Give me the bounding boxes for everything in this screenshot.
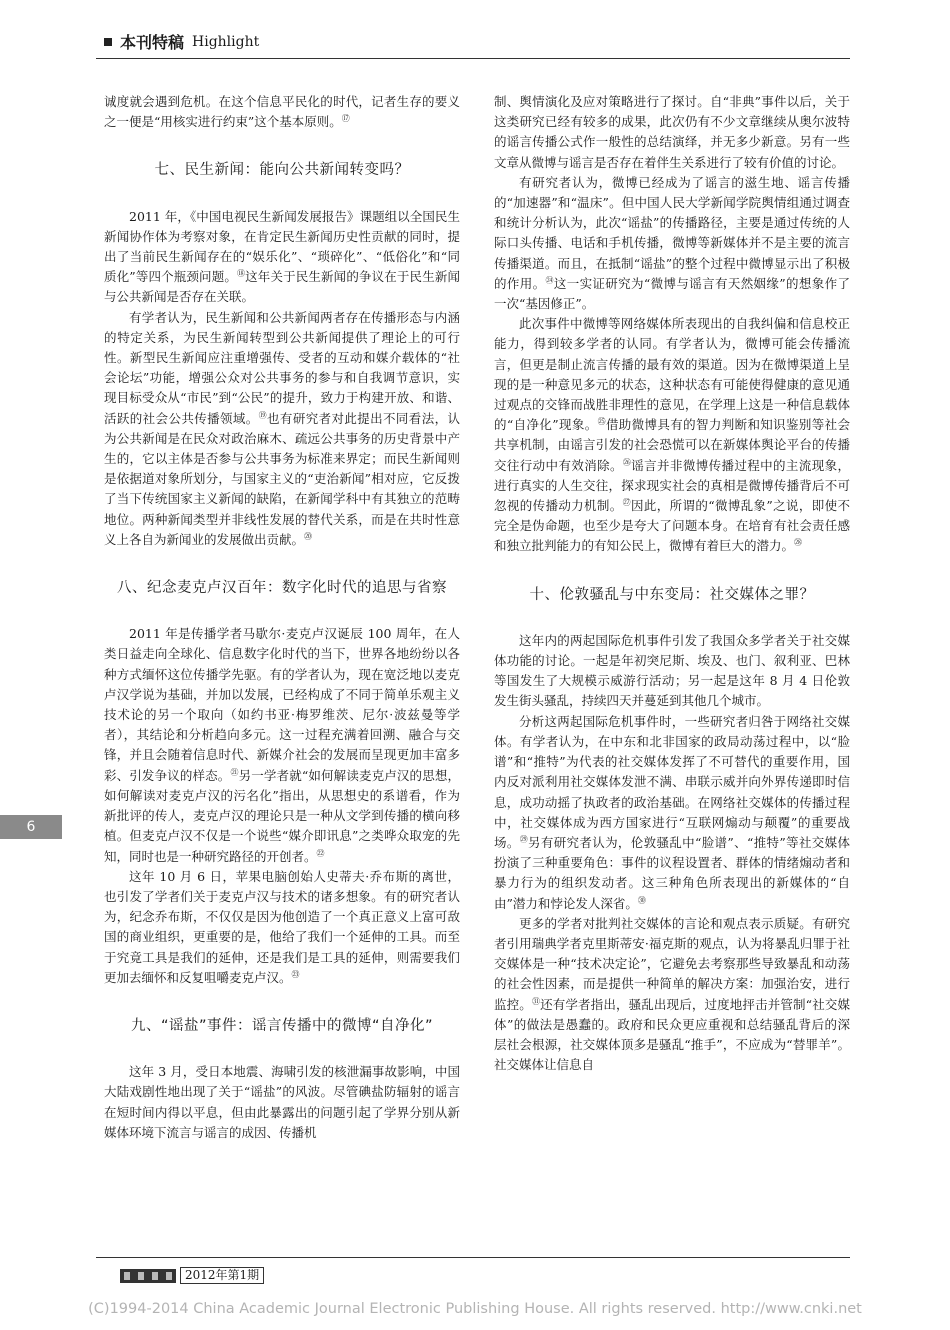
section-heading: 七、民生新闻：能向公共新闻转变吗？ — [154, 162, 410, 179]
page-footer — [120, 1267, 264, 1284]
issue-label: 2012年第1期 — [180, 1267, 264, 1284]
section-heading: 八、纪念麦克卢汉百年：数字化时代的追思与省察 — [117, 580, 447, 597]
column-subtitle: Highlight — [192, 33, 260, 50]
paragraph: 2011 年，《中国电视民生新闻发展报告》课题组以全国民生新闻协作体为考察对象，在肯定民生新闻历史性贡献的同时，提出了当前民生新闻存在的“娱乐化”、“琐碎化”、“低俗化”和“同质化”等四个瓶颈问题。⑱这年关于民生新闻的争议在于民生新闻与公共新闻是否存在关联。 — [104, 208, 460, 305]
column-title: 本刊特稿 — [120, 33, 185, 52]
paragraph: 有学者认为，民生新闻和公共新闻两者存在传播形态与内涵的特定关系，为民生新闻转型到公共新闻提供了理论上的可行性。新型民生新闻应注重增强传、受者的互动和媒介载体的“社会论坛”功能，增强公众对公共事务的参与和自我调节意识，实现目标受众从“市民”到“公民”的提升，致力于构建开放、和谐、活跃的社会公共传播领域。⑲也有研究者对此提出不同看法，认为公共新闻是在民众对政治麻木、疏远公共事务的历史背景中产生的，它以主体是否参与公共事务为标准来界定；而民生新闻则是依据道对象所划分，与国家主义的“吏治新闻”相对应，它反拨了当下传统国家主义新闻的缺陷，在新闻学科中有其独立的范畴地位。两种新闻类型并非线性发展的替代关系，而是在共时性意义上各自为新闻业的发展做出贡献。⑳ — [104, 309, 460, 547]
paragraph: 这年 10 月 6 日，苹果电脑创始人史蒂夫·乔布斯的离世，也引发了学者们关于麦克卢汉与技术的诸多想象。有的研究者认为，纪念乔布斯，不仅仅是因为他创造了一个真正意义上富可敌国的商业组织，更重要的是，他给了我们一个延伸的工具。而至于究竟工具是我们的延伸，还是我们是工具的延伸，则需要我们更加去缅怀和反复咀嚼麦克卢汉。$^㉓$ — [104, 868, 460, 985]
paragraph: 这年内的两起国际危机事件引发了我国众多学者关于社交媒体功能的讨论。一起是年初突尼斯、埃及、也门、叙利亚、巴林等国发生了大规模示威游行活动；另一起是这年 8 月 4 日伦敦发生街头骚乱，持续四天并蔓延到其他几个城市。 — [494, 632, 850, 709]
paragraph: 这年 3 月，受日本地震、海啸引发的核泄漏事故影响，中国大陆戏剧性地出现了关于“谣盐”的风波。尽管碘盐防辐射的谣言在短时间内得以平息，但由此暴露出的问题引起了学界分别从新媒体环境下流言与谣言的成因、传播机 — [104, 1064, 460, 1140]
paragraph: 诚度就会遇到危机。在这个信息平民化的时代，记者生存的要义之一便是“用核实进行约束”这个基本原则。⑰ — [104, 94, 460, 130]
right-column — [494, 92, 850, 1075]
left-column — [104, 92, 460, 1143]
paragraph: 有研究者认为，微博已经成为了谣言的滋生地、谣言传播的“加速器”和“温床”。但中国人民大学新闻学院舆情组通过调查和统计分析认为，此次“谣盐”的传播路径，主要是通过传统的人际口头传播、电话和手机传播，微博等新媒体并不是主要的流言传播渠道。而且，在抵制“谣盐”的整个过程中微博显示出了积极的作用。$^㉔$这一实证研究为“微博与谣言有天然姻缘”的想象作了一次“基因修正”。 — [494, 174, 850, 312]
paragraph: 2011 年是传播学者马歇尔·麦克卢汉诞辰 100 周年，在人类日益走向全球化、信息数字化时代的当下，世界各地纷纷以各种方式缅怀这位传播学先驱。有的学者认为，现在宽泛地以麦克卢汉学说为基础，并加以发展，已经构成了不同于简单乐观主义技术论的另一个取向（如约书亚·梅罗维茨、尼尔·波兹曼等学者），其结论和分析趋向多元。这一过程充满着回溯、融合与交锋，并且会随着信息时代、新媒介社会的发展而呈现更加丰富多彩、引发争议的样态。$^㉑$另一学者就“如何解读麦克卢汉的思想，如何解读对麦克卢汉的污名化”指出，从思想史的系谱看，作为新批评的传人，麦克卢汉的理论只是一种从文学到传播的横向移植。但麦克卢汉不仅是一个说些“媒介即讯息”之类哗众取宠的先知，同时也是一种研究路径的开创者。$^㉒$ — [104, 626, 460, 864]
footer-rule — [96, 1257, 850, 1258]
header-square-icon — [104, 38, 112, 46]
section-heading: 九、“谣盐”事件：谣言传播中的微博“自净化” — [130, 1017, 434, 1034]
page-number-tab: 6 — [0, 815, 62, 839]
paragraph: 此次事件中微博等网络媒体所表现出的自我纠偏和信息校正能力，得到较多学者的认同。有学者认为，微博可能会传播流言，但更是制止流言传播的最有效的渠道。因为在微博渠道上呈现的是一种意见多元的状态，这种状态有可能使得健康的意见通过观点的交锋而战胜非理性的意见，在学理上这是一种信息载体的“自净化”现象。$^㉕$借助微博具有的智力判断和知识鉴别等社会共享机制，由谣言引发的社会恐慌可以在新媒体舆论平台的传播交往行动中有效消除。$^㉖$谣言并非微博传播过程中的主流现象，进行真实的人生交往，探求现实社会的真相是微博传播背后不可忽视的传播动力机制。$^㉗$因此，所谓的“微博乱象”之说，即使不完全是伪命题，也至少是夸大了问题本身。在培育有社会责任感和独立批判能力的有知公民上，微博有着巨大的潜力。$^㉘$ — [494, 316, 850, 554]
header-rule — [96, 58, 850, 59]
paragraph: 更多的学者对批判社交媒体的言论和观点表示质疑。有研究者引用瑞典学者克里斯蒂安·福克斯的观点，认为将暴乱归罪于社交媒体是一种“技术决定论”，它避免去考察那些导致暴乱和动荡的社会性因素，而是提供一种简单的解决方案：加强治安，进行监控。$^㉛$还有学者指出，骚乱出现后，过度地抨击并管制“社交媒体”的做法是愚蠢的。政府和民众更应重视和总结骚乱背后的深层社会根源，社交媒体顶多是骚乱“推手”，不应成为“替罪羊”。社交媒体让信息自 — [494, 915, 850, 1073]
paragraph: 分析这两起国际危机事件时，一些研究者归咎于网络社交媒体。有学者认为，在中东和北非国家的政局动荡过程中，以“脸谱”和“推特”为代表的社交媒体发挥了不可替代的重要作用，国内反对派利用社交媒体发泄不满、串联示威并向外界传递即时信息，成功动摇了执政者的政治基础。在网络社交媒体的传播过程中，社交媒体成为西方国家进行“互联网煽动与颠覆”的重要战场。$^㉙$另有研究者认为，伦敦骚乱中“脸谱”、“推特”等社交媒体扮演了三种重要角色：事件的议程设置者、群体的情绪煽动者和暴力行为的组织发动者。这三种角色所表现出的新媒体的“自由”潜力和悖论发人深省。$^㉚$ — [494, 713, 850, 911]
page-header — [104, 30, 259, 53]
journal-logo-icon — [120, 1269, 176, 1283]
copyright-watermark: (C)1994-2014 China Academic Journal Electronic Publishing House. All rights reserved. http://www.cnki.net — [88, 1301, 862, 1317]
paragraph: 制、舆情演化及应对策略进行了探讨。自“非典”事件以后，关于这类研究已经有较多的成果，此次仍有不少文章继续从奥尔波特的谣言传播公式作一般性的总结演绎，并无多少新意。另有一些文章从微博与谣言是否存在着伴生关系进行了较有价值的讨论。 — [494, 94, 850, 170]
section-heading: 十、伦敦骚乱与中东变局：社交媒体之罪？ — [529, 586, 815, 603]
